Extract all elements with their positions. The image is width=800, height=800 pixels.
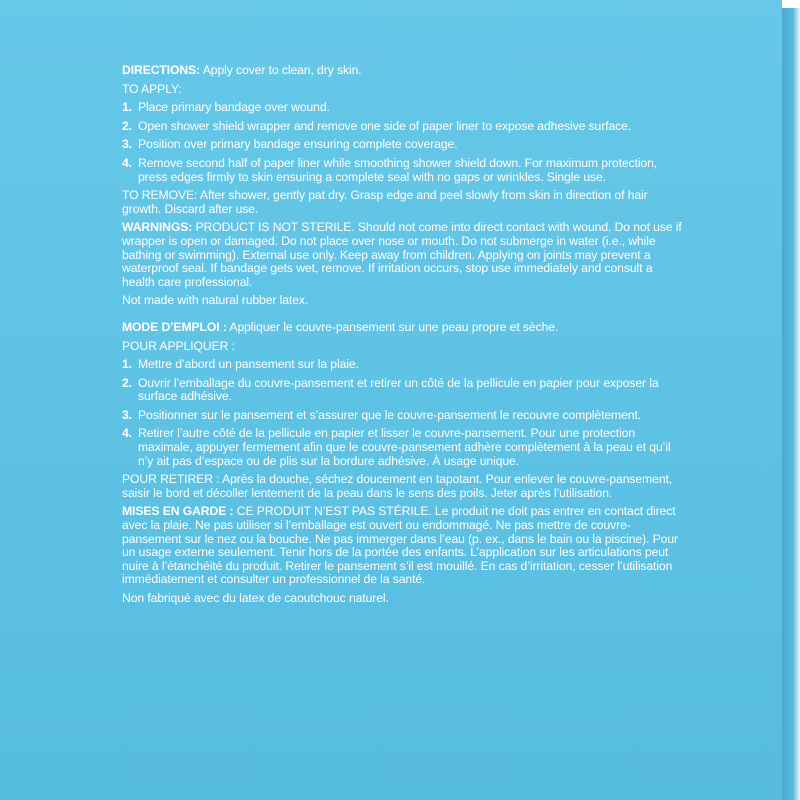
fr-step-1 <box>122 358 682 372</box>
en-step-2 <box>122 120 682 134</box>
fr-step-1-text: Mettre d’abord un pansement sur la plaie. <box>138 357 359 372</box>
fr-step-4 <box>122 427 682 468</box>
en-step-4 <box>122 157 682 184</box>
en-warnings-text: PRODUCT IS NOT STERILE. Should not come into direct contact with wound. Do not use if wrapper is open or damaged. Do not place over nose or mouth. Do not submerge in water (i.e., while bathing or swimming). External use only. Keep away from children. Applying on joints may prevent a waterproof seal. If bandage gets wet, remove. If irritation occurs, stop use immediately and consult a health care professional. <box>122 220 682 289</box>
en-warnings-heading: WARNINGS: <box>122 220 193 235</box>
en-to-apply: TO APPLY: <box>122 81 182 96</box>
en-directions-heading: DIRECTIONS: <box>122 63 201 77</box>
fr-step-3 <box>122 409 682 423</box>
en-directions-text: Apply cover to clean, dry skin. <box>200 63 362 77</box>
en-step-1 <box>122 101 682 115</box>
fr-step-3-text: Positionner sur le pansement et s’assurer que le couvre-pansement le recouvre complètement. <box>138 407 642 422</box>
en-latex-note: Not made with natural rubber latex. <box>122 293 309 308</box>
package-side-edge <box>782 8 800 800</box>
fr-step-4-number: 4. <box>122 426 132 441</box>
en-step-4-text: Remove second half of paper liner while smoothing shower shield down. For maximum protection, press edges firmly to skin ensuring a complete seal with no gaps or wrinkles. Single use. <box>138 155 658 184</box>
en-step-2-text: Open shower shield wrapper and remove one side of paper liner to expose adhesive surface. <box>138 118 632 133</box>
en-directions <box>122 64 682 78</box>
fr-step-1-number: 1. <box>122 357 132 372</box>
en-step-1-text: Place primary bandage over wound. <box>138 100 330 115</box>
fr-to-remove: POUR RETIRER : Après la douche, séchez doucement en tapotant. Pour enlever le couvre-pansement, saisir le bord et décoller lentement de la peau dans le sens des poils. Jeter après l’utilisation. <box>122 472 673 500</box>
en-to-remove: TO REMOVE: After shower, gently pat dry. Grasp edge and peel slowly from skin in direction of hair growth. Discard after use. <box>122 188 648 216</box>
fr-directions <box>122 321 682 335</box>
en-step-2-number: 2. <box>122 118 132 133</box>
fr-step-2 <box>122 377 682 404</box>
fr-step-3-number: 3. <box>122 407 132 422</box>
en-step-4-number: 4. <box>122 155 132 170</box>
fr-warnings-text: CE PRODUIT N’EST PAS STÉRILE. Le produit ne doit pas entrer en contact direct avec la plaie. Ne pas utiliser si l’emballage est ouvert ou endommagé. Ne pas mettre de couvre-pansement sur le nez ou la bouche. Ne pas immerger dans l’eau (p. ex., dans le bain ou la piscine). Pour un usage externe seulement. Tenir hors de la portée des enfants. L’application sur les articulations peut nuire à l’étanchéité du produit. Retirer le pansement s’il est mouillé. En cas d’irritation, cesser l’utilisation immédiatement et consulter un professionnel de la santé. <box>122 504 678 587</box>
fr-latex-note: Non fabriqué avec du latex de caoutchouc naturel. <box>122 591 389 605</box>
en-step-3-text: Position over primary bandage ensuring complete coverage. <box>138 137 458 152</box>
fr-directions-heading: MODE D’EMPLOI : <box>122 319 227 334</box>
en-step-3 <box>122 138 682 152</box>
fr-step-4-text: Retirer l’autre côté de la pellicule en papier et lisser le couvre-pansement. Pour une protection maximale, appuyer fermement afin que le couvre-pansement adhère complètement à la peau et qu’il n’y ait pas d’espace ou de plis sur la bordure adhésive. À usage unique. <box>138 426 671 468</box>
instructions-text <box>122 64 682 611</box>
fr-directions-text: Appliquer le couvre-pansement sur une peau propre et sèche. <box>226 319 559 334</box>
en-step-1-number: 1. <box>122 100 132 115</box>
en-step-3-number: 3. <box>122 137 132 152</box>
fr-to-apply: POUR APPLIQUER : <box>122 338 235 353</box>
fr-warnings <box>122 505 682 587</box>
en-warnings <box>122 221 682 289</box>
fr-step-2-number: 2. <box>122 375 132 390</box>
fr-step-2-text: Ouvrir l’emballage du couvre-pansement et retirer un côté de la pellicule en papier pour exposer la surface adhésive. <box>138 375 659 404</box>
fr-warnings-heading: MISES EN GARDE : <box>122 504 234 519</box>
